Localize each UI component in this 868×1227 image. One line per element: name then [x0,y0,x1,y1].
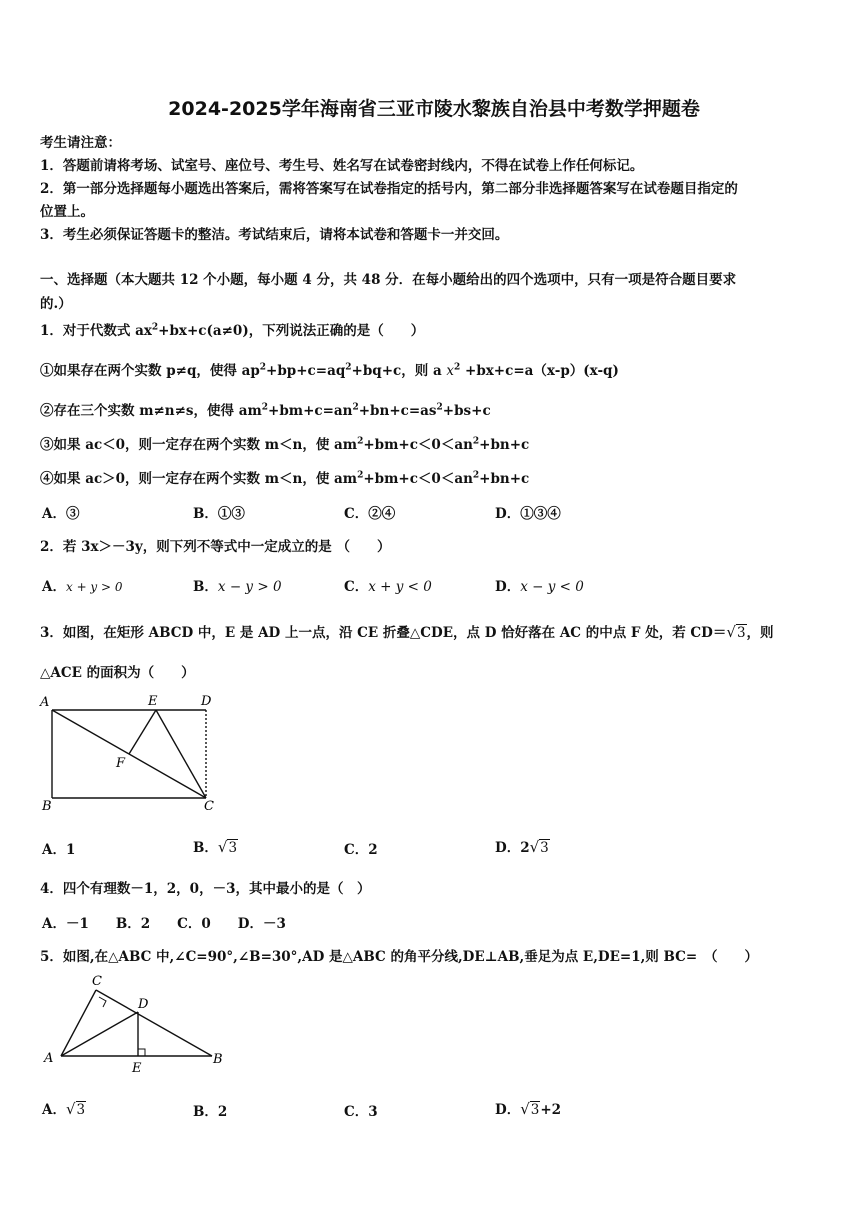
q3-label-b: B [42,799,52,814]
q1-option-a[interactable]: A．③ [42,506,80,522]
q1-option-b[interactable]: B．①③ [193,506,245,522]
q1-statement-4: ④如果 ac＞0，则一定存在两个实数 m＜n，使 $am^2+bm+c<0<an^2+bn+c$ [40,470,530,487]
notice-item-1: 1．答题前请将考场、试室号、座位号、考生号、姓名写在试卷密封线内，不得在试卷上作任何标记。 [40,158,644,174]
q5-option-a[interactable]: A．√3 [42,1100,86,1118]
q5-option-d[interactable]: D．√3+2 [495,1100,562,1118]
q4-stem: 4．四个有理数－1，2，0，－3，其中最小的是（ ） [40,881,371,897]
q1-statement-2: ②存在三个实数 m≠n≠s，使得 $am^2+bm+c=an^2+bn+c=as^2+bs+c$ [40,402,491,419]
q2-stem: 2．若 3x＞－3y，则下列不等式中一定成立的是 （ ） [40,539,391,555]
q3-label-c: C [204,799,214,814]
q1-stem: 1．对于代数式 $ax^2+bx+c(a\ne 0)$，下列说法正确的是（ ） [40,322,425,339]
q3-label-f: F [116,756,126,771]
q2-option-c[interactable]: C．x + y < 0 [344,579,432,595]
notice-item-2: 2．第一部分选择题每小题选出答案后，需将答案写在试卷指定的括号内，第二部分非选择题答案写在试卷题目指定的 [40,181,738,197]
q2-option-d[interactable]: D．x − y < 0 [495,579,584,595]
q1-option-d[interactable]: D．①③④ [495,506,561,522]
q5-label-d: D [138,997,149,1012]
notice-heading: 考生请注意： [40,135,121,151]
q3-option-b[interactable]: B．√3 [193,838,238,856]
q1-option-c[interactable]: C．②④ [344,506,396,522]
q5-label-c: C [92,974,102,989]
q4-options[interactable]: A．－1 B．2 C．0 D．－3 [42,916,286,932]
q5-label-e: E [132,1061,142,1076]
notice-item-2-cont: 位置上。 [40,204,94,220]
q2-option-a[interactable]: A．x + y > 0 [42,579,123,595]
q5-label-b: B [213,1052,223,1067]
q3-stem-1: 3．如图，在矩形 ABCD 中，E 是 AD 上一点，沿 CE 折叠△CDE，点 D 恰好落在 AC 的中点 F 处，若 CD＝√3，则 [40,623,774,641]
q5-option-c[interactable]: C．3 [344,1104,378,1120]
section-header-cont: 的.） [40,296,72,312]
q5-triangle-figure [40,970,235,1078]
q3-option-d[interactable]: D．2√3 [495,838,549,856]
q3-rectangle-figure [36,688,226,814]
q2-option-b[interactable]: B．x − y > 0 [193,579,282,595]
page-title: 2024-2025学年海南省三亚市陵水黎族自治县中考数学押题卷 [168,98,700,120]
notice-item-3: 3．考生必须保证答题卡的整洁。考试结束后，请将本试卷和答题卡一并交回。 [40,227,509,243]
section-header: 一、选择题（本大题共 12 个小题，每小题 4 分，共 48 分．在每小题给出的四个选项中，只有一项是符合题目要求 [40,272,737,288]
q3-label-d: D [201,694,212,709]
q1-statement-1: ①如果存在两个实数 p≠q，使得 $ap^2+bp+c=aq^2+bq+c$，则 a $x^2 +bx+c=a(x-p)(x-q)$ [40,362,619,379]
q3-label-a: A [40,695,50,710]
q5-stem: 5．如图,在△ABC 中,∠C=90°,∠B=30°,AD 是△ABC 的角平分线,DE⊥AB,垂足为点 E,DE=1,则 BC= （ ） [40,949,758,965]
q5-option-b[interactable]: B．2 [193,1104,228,1120]
q3-option-a[interactable]: A．1 [42,842,76,858]
q3-option-c[interactable]: C．2 [344,842,378,858]
q3-stem-2: △ACE 的面积为（ ） [40,665,195,681]
q5-label-a: A [44,1051,54,1066]
q3-label-e: E [148,694,158,709]
q1-statement-3: ③如果 ac＜0，则一定存在两个实数 m＜n，使 $am^2+bm+c<0<an^2+bn+c$ [40,436,530,453]
